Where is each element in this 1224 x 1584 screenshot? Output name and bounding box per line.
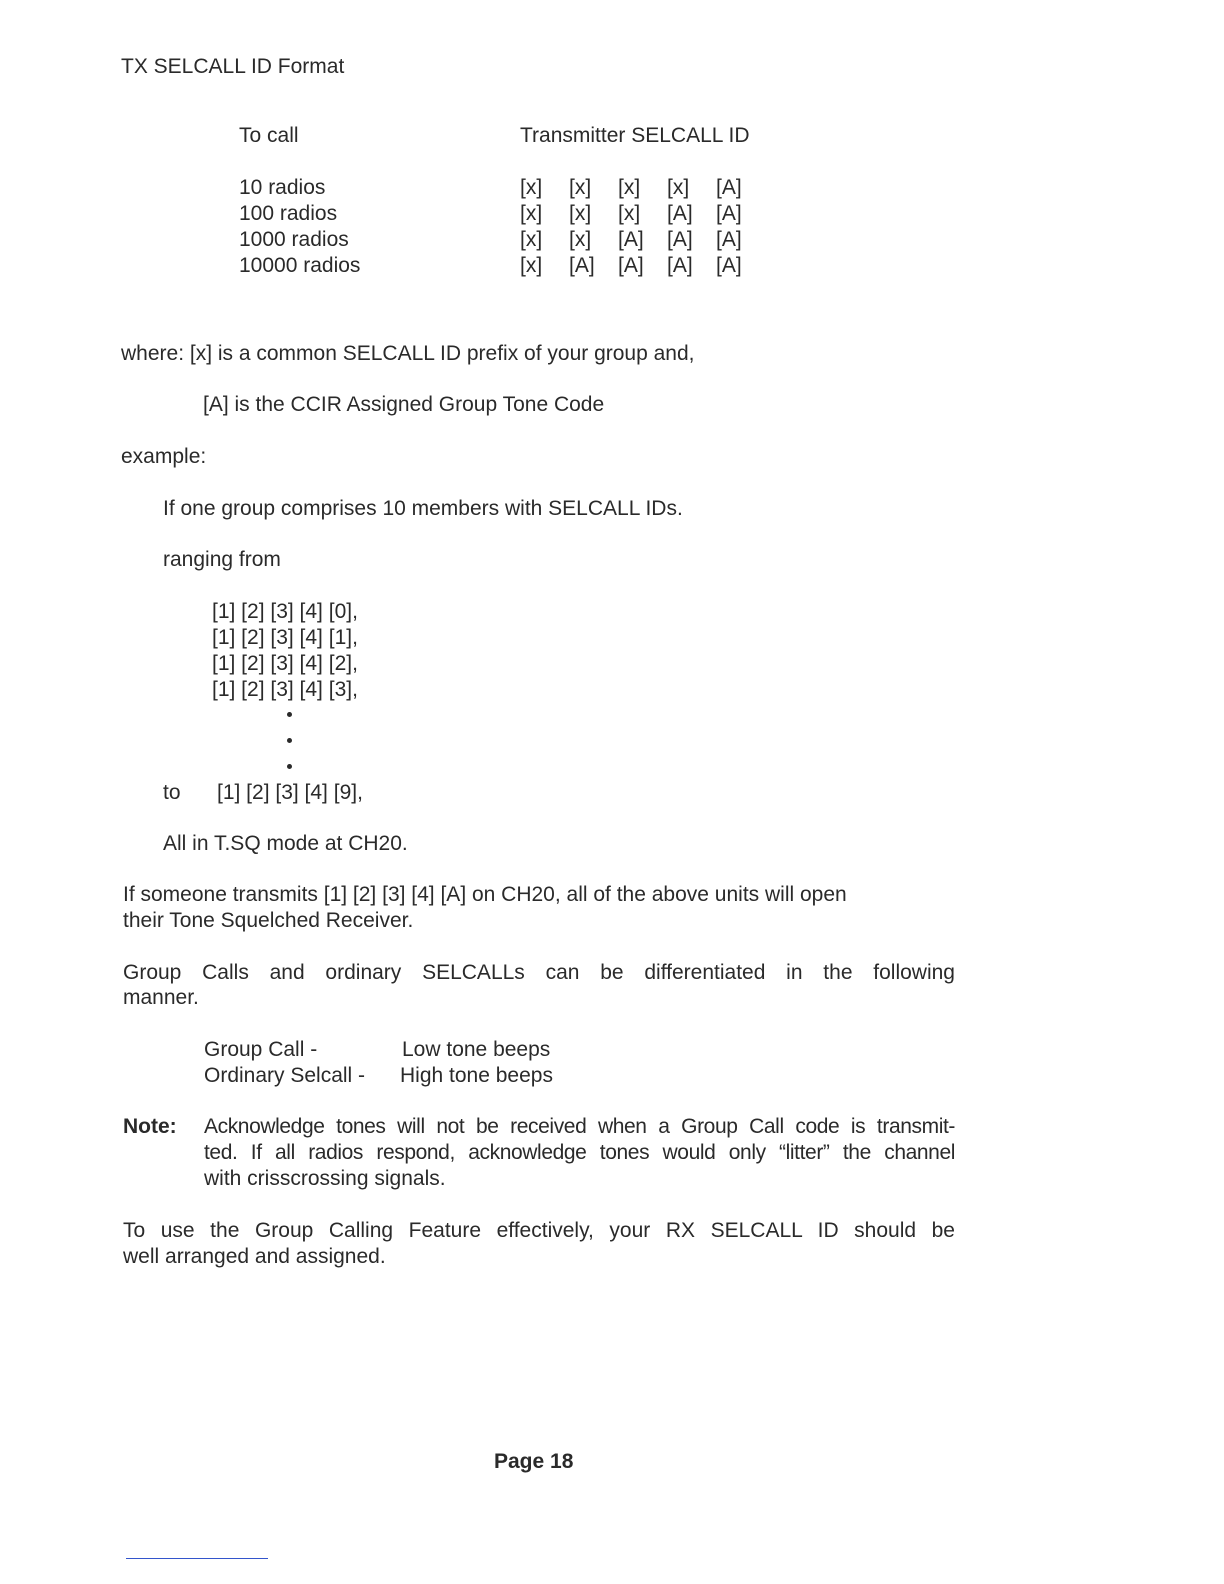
- row-codes: [x] [x] [x] [x] [A]: [520, 176, 742, 199]
- example-line-2: ranging from: [163, 548, 281, 571]
- row-label: 10000 radios: [239, 254, 361, 277]
- beep-value: High tone beeps: [400, 1064, 553, 1087]
- example-line-1: If one group comprises 10 members with SELCALL IDs.: [163, 497, 683, 520]
- paragraph-1-line-2: their Tone Squelched Receiver.: [123, 909, 414, 932]
- table-header-to-call: To call: [239, 124, 299, 147]
- ellipsis-dot: [287, 738, 292, 743]
- paragraph-3-line-1: To use the Group Calling Feature effectively, your RX SELCALL ID should be: [123, 1219, 955, 1242]
- where-line-1: where: [x] is a common SELCALL ID prefix of your group and,: [121, 342, 695, 365]
- example-id: [1] [2] [3] [4] [0],: [212, 600, 358, 623]
- beep-value: Low tone beeps: [402, 1038, 551, 1061]
- page-number: Page 18: [494, 1450, 574, 1473]
- row-codes: [x] [x] [A] [A] [A]: [520, 228, 742, 251]
- example-id: [1] [2] [3] [4] [2],: [212, 652, 358, 675]
- table-header-selcall-id: Transmitter SELCALL ID: [520, 124, 750, 147]
- ellipsis-dot: [287, 712, 292, 717]
- page-heading: TX SELCALL ID Format: [121, 55, 345, 78]
- row-label: 1000 radios: [239, 228, 349, 251]
- paragraph-2-line-1: Group Calls and ordinary SELCALLs can be differentiated in the following: [123, 961, 955, 984]
- beep-label: Ordinary Selcall -: [204, 1064, 366, 1087]
- paragraph-1-line-1: If someone transmits [1] [2] [3] [4] [A] on CH20, all of the above units will open: [123, 883, 847, 906]
- ellipsis-dot: [287, 764, 292, 769]
- note-label: Note:: [123, 1115, 177, 1138]
- footer-rule: [126, 1558, 268, 1559]
- example-label: example:: [121, 445, 207, 468]
- example-mode-line: All in T.SQ mode at CH20.: [163, 832, 408, 855]
- row-label: 100 radios: [239, 202, 338, 225]
- note-line-3: with crisscrossing signals.: [204, 1167, 446, 1190]
- example-id: [1] [2] [3] [4] [1],: [212, 626, 358, 649]
- paragraph-2-line-2: manner.: [123, 986, 199, 1009]
- row-codes: [x] [x] [x] [A] [A]: [520, 202, 742, 225]
- example-to-id: [1] [2] [3] [4] [9],: [217, 781, 363, 804]
- example-id: [1] [2] [3] [4] [3],: [212, 678, 358, 701]
- example-to-label: to: [163, 781, 181, 804]
- paragraph-3-line-2: well arranged and assigned.: [123, 1245, 386, 1268]
- where-line-2: [A] is the CCIR Assigned Group Tone Code: [203, 393, 605, 416]
- row-label: 10 radios: [239, 176, 326, 199]
- note-line-2: ted. If all radios respond, acknowledge tones would only “litter” the channel: [204, 1141, 955, 1164]
- note-line-1: Acknowledge tones will not be received when a Group Call code is transmit-: [204, 1115, 955, 1138]
- beep-label: Group Call -: [204, 1038, 318, 1061]
- row-codes: [x] [A] [A] [A] [A]: [520, 254, 742, 277]
